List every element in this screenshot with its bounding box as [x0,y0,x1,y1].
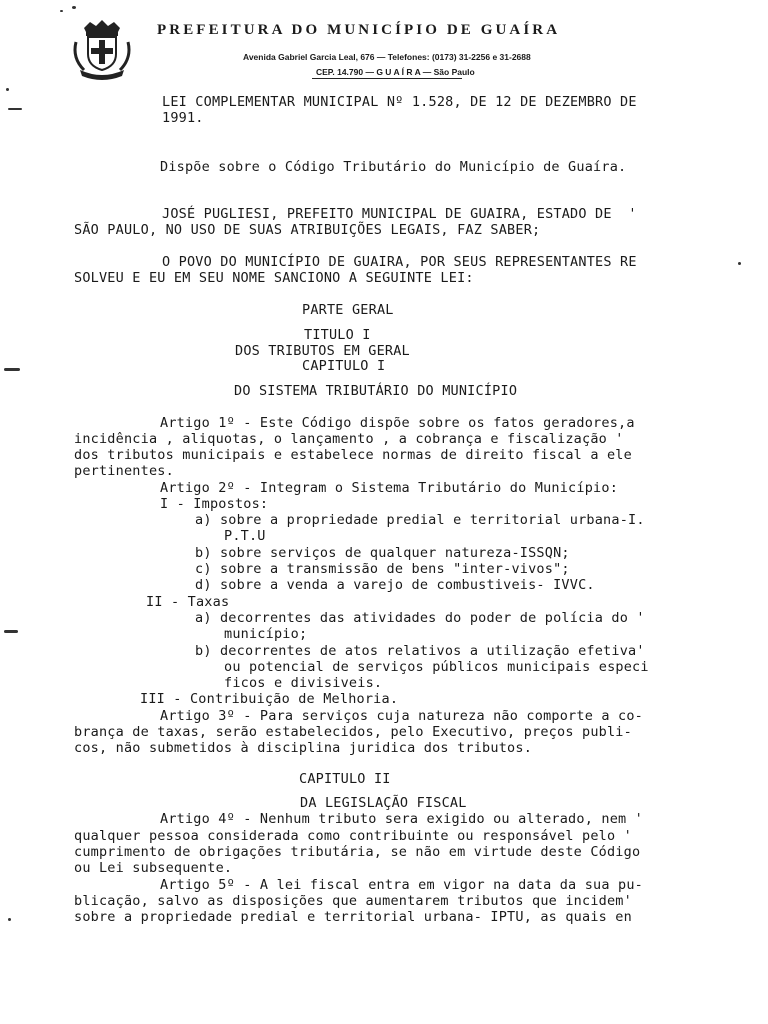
body-line: b) sobre serviços de qualquer natureza-ISSQN; [195,545,570,561]
header-address: Avenida Gabriel Garcia Leal, 676 — Telefones: (0173) 31-2256 e 31-2688 [243,52,531,62]
header-cep: CEP. 14.790 — G U A Í R A — São Paulo [316,67,475,77]
scan-speck [8,918,11,921]
body-line: d) sobre a venda a varejo de combustiveis- IVVC. [195,577,595,593]
body-line: a) sobre a propriedade predial e territorial urbana-I. [195,512,645,528]
body-line: blicação, salvo as disposições que aumentarem tributos que incidem' [74,893,632,909]
preamble-line-3: O POVO DO MUNICÍPIO DE GUAIRA, POR SEUS REPRESENTANTES RE [162,254,637,270]
body-line: incidência , aliquotas, o lançamento , a cobrança e fiscalização ' [74,431,624,447]
body-line: pertinentes. [74,463,174,479]
heading-capitulo-2: CAPITULO II [299,771,391,787]
scan-speck [738,262,741,265]
preamble-line-4: SOLVEU E EU EM SEU NOME SANCIONO A SEGUINTE LEI: [74,270,474,286]
scan-speck [8,108,22,110]
heading-capitulo-1: CAPITULO I [302,358,386,374]
scan-speck [6,88,9,91]
scan-speck [4,368,20,371]
body-line: a) decorrentes das atividades do poder de polícia do ' [195,610,645,626]
body-line: qualquer pessoa considerada como contribuinte ou responsável pelo ' [74,828,632,844]
body-line: brança de taxas, serão estabelecidos, pelo Executivo, preços publi- [74,724,632,740]
heading-parte-geral: PARTE GERAL [302,302,394,318]
body-line: cos, não submetidos à disciplina juridica dos tributos. [74,740,533,756]
body-line: III - Contribuição de Melhoria. [140,691,399,707]
header-underline [312,78,462,79]
ementa: Dispõe sobre o Código Tributário do Município de Guaíra. [160,159,627,175]
body-line: P.T.U [224,528,266,544]
body-line: município; [224,626,308,642]
preamble-line-1: JOSÉ PUGLIESI, PREFEITO MUNICIPAL DE GUAIRA, ESTADO DE ' [162,206,637,222]
preamble-line-2: SÃO PAULO, NO USO DE SUAS ATRIBUIÇÕES LEGAIS, FAZ SABER; [74,222,541,238]
body-line: Artigo 4º - Nenhum tributo sera exigido ou alterado, nem ' [160,811,644,827]
law-title-line-1: LEI COMPLEMENTAR MUNICIPAL Nº 1.528, DE 12 DE DEZEMBRO DE [162,94,637,110]
header-title: PREFEITURA DO MUNICÍPIO DE GUAÍRA [157,22,561,38]
body-line: dos tributos municipais e estabelece normas de direito fiscal a ele [74,447,632,463]
scan-speck [60,10,63,12]
body-line: ou Lei subsequente. [74,860,233,876]
heading-capitulo-1-name: DO SISTEMA TRIBUTÁRIO DO MUNICÍPIO [234,383,518,399]
heading-capitulo-2-name: DA LEGISLAÇÃO FISCAL [300,795,467,811]
body-line: b) decorrentes de atos relativos a utilização efetiva' [195,643,645,659]
scan-speck [72,6,76,9]
heading-titulo: TITULO I [304,327,371,343]
law-title-line-2: 1991. [162,110,204,126]
body-line: ou potencial de serviços públicos municipais especi [224,659,649,675]
heading-titulo-name: DOS TRIBUTOS EM GERAL [235,343,410,359]
body-line: II - Taxas [146,594,230,610]
body-line: Artigo 3º - Para serviços cuja natureza não comporte a co- [160,708,644,724]
municipal-coat-of-arms-icon [70,18,134,80]
body-line: Artigo 1º - Este Código dispõe sobre os fatos geradores,a [160,415,635,431]
scan-speck [4,630,18,633]
body-line: Artigo 5º - A lei fiscal entra em vigor na data da sua pu- [160,877,644,893]
body-line: I - Impostos: [160,496,269,512]
body-line: cumprimento de obrigações tributária, se não em virtude deste Código [74,844,641,860]
body-line: Artigo 2º - Integram o Sistema Tributário do Município: [160,480,619,496]
body-line: sobre a propriedade predial e territorial urbana- IPTU, as quais en [74,909,632,925]
body-line: ficos e divisiveis. [224,675,383,691]
body-line: c) sobre a transmissão de bens "inter-vivos"; [195,561,570,577]
